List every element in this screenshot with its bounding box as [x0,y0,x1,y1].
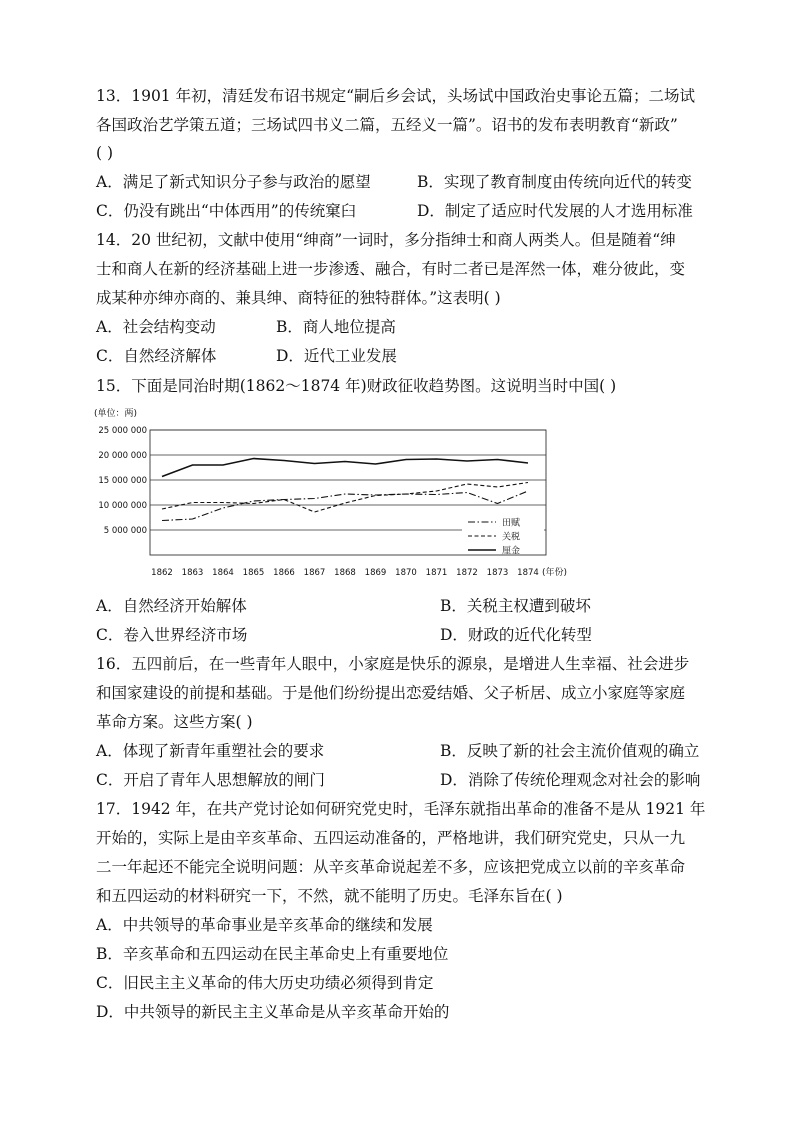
q13-stem-line1: 13．1901 年初，清廷发布诏书规定“嗣后乡会试，头场试中国政治史事论五篇；二场试 [96,87,696,105]
legend-label: 关税 [502,532,521,543]
q16-option-d: D．消除了传统伦理观念对社会的影响 [440,771,701,789]
q14-option-b: B．商人地位提高 [276,318,396,336]
series-line-厘金 [162,459,528,477]
x-tick-label: 1865 [242,568,265,578]
y-tick-label: 10 000 000 [98,501,147,511]
y-tick-label: 20 000 000 [98,451,147,461]
y-tick-label: 15 000 000 [98,476,147,486]
q16-stem-line3: 革命方案。这些方案( ) [96,713,253,731]
chart-unit-label: (单位：两) [94,409,138,419]
q15-option-b: B．关税主权遭到破坏 [440,597,591,615]
q16-option-a: A．体现了新青年重塑社会的要求 [96,742,325,760]
q17-stem-line4: 和五四运动的材料研究一下，不然，就不能明了历史。毛泽东旨在( ) [96,887,563,905]
q17-stem-line1: 17．1942 年，在共产党讨论如何研究党史时，毛泽东就指出革命的准备不是从 1921 年 [96,800,706,818]
q14-option-d: D．近代工业发展 [276,347,397,365]
q14-option-a: A．社会结构变动 [96,318,216,336]
q17-option-a: A．中共领导的革命事业是辛亥革命的继续和发展 [96,916,433,934]
q14-stem-line1: 14．20 世纪初，文献中使用“绅商”一词时，多分指绅士和商人两类人。但是随着“绅 [96,231,676,249]
legend-label: 田赋 [502,518,521,529]
q15-option-a: A．自然经济开始解体 [96,597,247,615]
fiscal-revenue-line-chart [88,404,588,588]
q13-stem-line2: 各国政治艺学策五道；三场试四书义二篇，五经义一篇”。诏书的发布表明教育“新政” [96,116,678,134]
q17-option-d: D．中共领导的新民主主义革命是从辛亥革命开始的 [96,1003,450,1021]
x-tick-label: 1873 [486,568,509,578]
q17-option-b: B．辛亥革命和五四运动在民主革命史上有重要地位 [96,945,449,963]
q13-answer-blank: ( ) [96,144,114,162]
x-tick-label: 1871 [425,568,448,578]
q14-option-c: C．自然经济解体 [96,347,217,365]
q14-stem-line3: 成某种亦绅亦商的、兼具绅、商特征的独特群体。”这表明( ) [96,289,501,307]
q17-option-c: C．旧民主主义革命的伟大历史功绩必须得到肯定 [96,974,434,992]
q14-stem-line2: 士和商人在新的经济基础上进一步渗透、融合，有时二者已是浑然一体，难分彼此，变 [96,260,686,278]
x-tick-label: 1870 [395,568,417,578]
q13-option-d: D．制定了适应时代发展的人才选用标准 [417,202,693,220]
x-tick-label: 1862 [151,568,173,578]
x-tick-label: 1869 [364,568,387,578]
q13-option-a: A．满足了新式知识分子参与政治的愿望 [96,173,371,191]
q17-stem-line3: 二一年起还不能完全说明问题：从辛亥革命说起差不多，应该把党成立以前的辛亥革命 [96,858,686,876]
x-tick-label: 1868 [334,568,356,578]
q15-option-c: C．卷入世界经济市场 [96,626,248,644]
q13-option-c: C．仍没有跳出“中体西用”的传统窠臼 [96,202,357,220]
x-tick-label: 1866 [273,568,295,578]
q13-option-b: B．实现了教育制度由传统向近代的转变 [417,173,692,191]
legend-label: 厘金 [502,546,521,557]
x-tick-label: 1872 [456,568,478,578]
chart-x-unit-label: (年份) [542,568,568,578]
q15-stem-line1: 15．下面是同治时期(1862～1874 年)财政征收趋势图。这说明当时中国( ) [96,377,617,395]
x-tick-label: 1863 [181,568,204,578]
q16-stem-line2: 和国家建设的前提和基础。于是他们纷纷提出恋爱结婚、父子析居、成立小家庭等家庭 [96,684,686,702]
y-tick-label: 5 000 000 [103,526,147,536]
q16-stem-line1: 16．五四前后，在一些青年人眼中，小家庭是快乐的源泉，是增进人生幸福、社会进步 [96,655,690,673]
x-tick-label: 1864 [212,568,234,578]
x-tick-label: 1867 [303,568,326,578]
q16-option-c: C．开启了青年人思想解放的闸门 [96,771,325,789]
q15-option-d: D．财政的近代化转型 [440,626,592,644]
q16-option-b: B．反映了新的社会主流价值观的确立 [440,742,700,760]
x-tick-label: 1874 [517,568,539,578]
y-tick-label: 25 000 000 [98,426,147,436]
q17-stem-line2: 开始的，实际上是由辛亥革命、五四运动准备的，严格地讲，我们研究党史，只从一九 [96,829,686,847]
series-line-关税 [162,483,528,513]
